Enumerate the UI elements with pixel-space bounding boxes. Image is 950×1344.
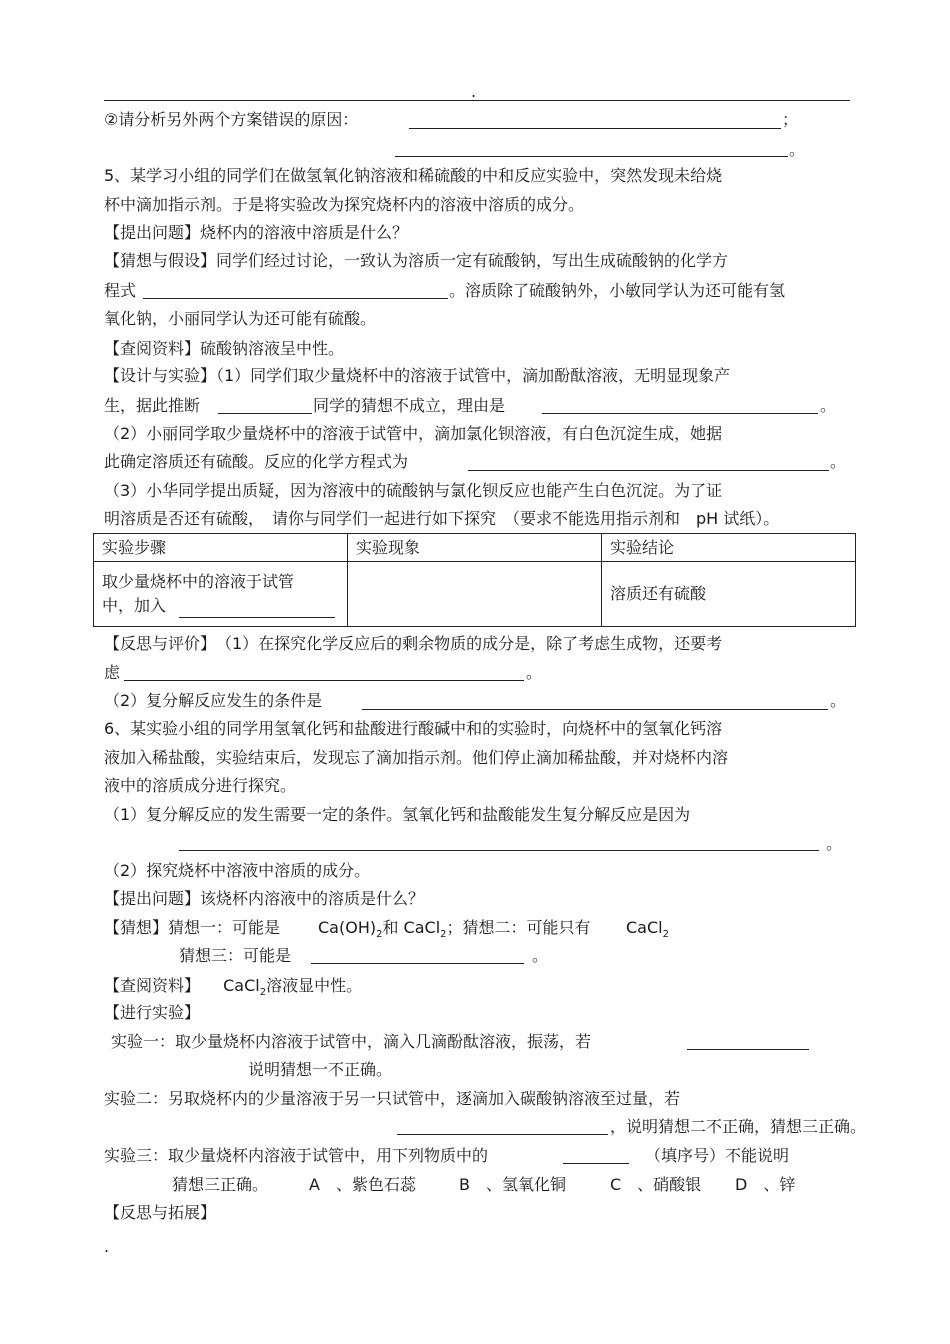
subscript: 2 — [440, 929, 447, 941]
subscript: 2 — [376, 929, 383, 941]
q5-line-15a: 虑 — [104, 663, 121, 682]
q5-line-16a: （2）复分解反应发生的条件是 — [104, 691, 323, 710]
table-header: 实验结论 — [602, 534, 856, 562]
experiment-1: 实验一：取少量烧杯内溶液于试管中，滴入几滴酚酞溶液，振荡，若 — [111, 1032, 592, 1051]
step-line-1: 取少量烧杯中的溶液于试管 — [102, 572, 295, 591]
q5-line-9b: 同学的猜想不成立，理由是 — [313, 396, 506, 415]
answer-blank[interactable] — [395, 156, 788, 157]
footer-dot: . — [104, 1237, 110, 1256]
guess-3-blank[interactable] — [311, 963, 524, 964]
reason-blank[interactable] — [179, 850, 819, 851]
experiment-1-result: 说明猜想一不正确。 — [248, 1060, 393, 1079]
option-d: D 、锌 — [735, 1175, 796, 1194]
q5-step-2: （2）小丽同学取少量烧杯中的溶液于试管中，滴加氯化钡溶液，有白色沉淀生成，她据 — [104, 424, 723, 443]
guess-3-label: 猜想三：可能是 — [179, 946, 292, 965]
reason-blank[interactable] — [542, 413, 818, 414]
period: 。 — [826, 834, 843, 853]
formula-caoh2 — [318, 918, 591, 945]
formula-text: Ca(OH) — [318, 918, 377, 937]
q6-line-2: 液加入稀盐酸，实验结束后，发现忘了滴加指示剂。他们停止滴加稀盐酸，并对烧杯内溶 — [104, 748, 729, 767]
q6-reference — [104, 976, 362, 1003]
semicolon: ； — [782, 110, 799, 129]
q5-hypothesis: 【猜想与假设】同学们经过讨论，一致认为溶质一定有硫酸钠，写出生成硫酸钠的化学方 — [104, 251, 729, 270]
q5-reflection: 【反思与评价】 （1）在探究化学反应后的剩余物质的成分是，除了考虑生成物，还要考 — [104, 634, 723, 653]
table-cell-conclusion: 溶质还有硫酸 — [602, 562, 856, 627]
formula-text: CaCl — [223, 976, 260, 995]
period: 。 — [789, 140, 806, 159]
guess-2-label: ；猜想二：可能只有 — [446, 918, 591, 937]
q5-line-5b: 。溶质除了硫酸钠外，小敏同学认为还可能有氢 — [449, 281, 786, 300]
header-dot: . — [471, 82, 477, 101]
q5-question: 【提出问题】烧杯内的溶液中溶质是什么？ — [104, 223, 409, 242]
experiment-2-result: ，说明猜想二不正确，猜想三正确。 — [610, 1117, 867, 1136]
reagent-blank[interactable] — [179, 599, 335, 618]
q5-design: 【设计与实验】（1）同学们取少量烧杯中的溶液于试管中，滴加酚酞溶液，无明显现象产 — [104, 366, 731, 385]
q6-part-1: （1）复分解反应的发生需要一定的条件。氢氧化钙和盐酸能发生复分解反应是因为 — [104, 805, 691, 824]
table-cell-phenomenon[interactable] — [348, 562, 602, 627]
period: 。 — [532, 946, 549, 965]
q5-line-13: 明溶质是否还有硫酸， 请你与同学们一起进行如下探究 （要求不能选用指示剂和 pH 试纸）。 — [104, 509, 780, 528]
option-blank[interactable] — [563, 1163, 629, 1164]
consider-blank[interactable] — [124, 680, 524, 681]
q5-reference: 【查阅资料】硫酸钠溶液呈中性。 — [104, 339, 345, 358]
q6-part-2: （2）探究烧杯中溶液中溶质的成分。 — [104, 861, 371, 880]
period: 。 — [830, 452, 847, 471]
period: 。 — [830, 691, 847, 710]
option-a: A 、紫色石蕊 — [309, 1175, 416, 1194]
q5-line-5a: 程式 — [104, 281, 137, 300]
experiment-3-tail: （填序号）不能说明 — [645, 1146, 790, 1165]
experiment-2: 实验二：另取烧杯内的少量溶液于另一只试管中，逐滴加入碳酸钠溶液至过量，若 — [104, 1089, 681, 1108]
student-blank[interactable] — [218, 413, 312, 414]
formula-text: 和 CaCl — [382, 918, 441, 937]
q5-line-2: 杯中滴加指示剂。于是将实验改为探究烧杯内的溶液中溶质的成分。 — [104, 195, 585, 214]
answer-blank[interactable] — [409, 128, 781, 129]
phenomenon-blank[interactable] — [397, 1134, 608, 1135]
q4-line: ②请分析另外两个方案错误的原因： — [104, 110, 359, 129]
option-b: B 、氢氧化铜 — [459, 1175, 566, 1194]
q6-question: 【提出问题】该烧杯内溶液中的溶质是什么？ — [104, 889, 425, 908]
experiment-table — [93, 533, 856, 627]
experiment-3-line-2: 猜想三正确。 — [172, 1175, 269, 1194]
option-c: C 、硝酸银 — [610, 1175, 702, 1194]
q5-line-9a: 生，据此推断 — [104, 396, 201, 415]
header-rule — [104, 100, 850, 101]
guess-1-label: 【猜想】猜想一：可能是 — [104, 918, 281, 937]
condition-blank[interactable] — [362, 709, 828, 710]
q6-line-1: 6、某实验小组的同学用氢氧化钙和盐酸进行酸碱中和的实验时，向烧杯中的氢氧化钙溶 — [104, 719, 723, 738]
period: 。 — [820, 396, 837, 415]
table-cell-step — [94, 562, 348, 627]
experiment-3: 实验三：取少量烧杯内溶液于试管中，用下列物质中的 — [104, 1146, 489, 1165]
step-line-2: 中，加入 — [102, 596, 167, 615]
table-header: 实验现象 — [348, 534, 602, 562]
period: 。 — [526, 663, 543, 682]
phenomenon-blank[interactable] — [687, 1049, 809, 1050]
q6-reflection-heading: 【反思与拓展】 — [104, 1203, 217, 1222]
q6-experiment-heading: 【进行实验】 — [104, 1003, 201, 1022]
reference-label: 【查阅资料】 — [104, 976, 201, 995]
formula-cacl2 — [626, 918, 669, 945]
q5-step-3: （3）小华同学提出质疑，因为溶液中的硫酸钠与氯化钡反应也能产生白色沉淀。为了证 — [104, 481, 723, 500]
equation-blank[interactable] — [143, 298, 448, 299]
subscript: 2 — [259, 987, 267, 999]
reference-text: 溶液显中性。 — [266, 976, 363, 995]
table-header: 实验步骤 — [94, 534, 348, 562]
q5-line-1: 5、某学习小组的同学们在做氢氧化钠溶液和稀硫酸的中和反应实验中，突然发现未给烧 — [104, 166, 723, 185]
q5-line-6: 氧化钠，小丽同学认为还可能有硫酸。 — [104, 309, 377, 328]
equation-blank[interactable] — [468, 470, 829, 471]
subscript: 2 — [662, 929, 669, 941]
q6-line-3: 液中的溶质成分进行探究。 — [104, 776, 297, 795]
formula-text: CaCl — [626, 918, 663, 937]
q5-line-11a: 此确定溶质还有硫酸。反应的化学方程式为 — [104, 452, 409, 471]
